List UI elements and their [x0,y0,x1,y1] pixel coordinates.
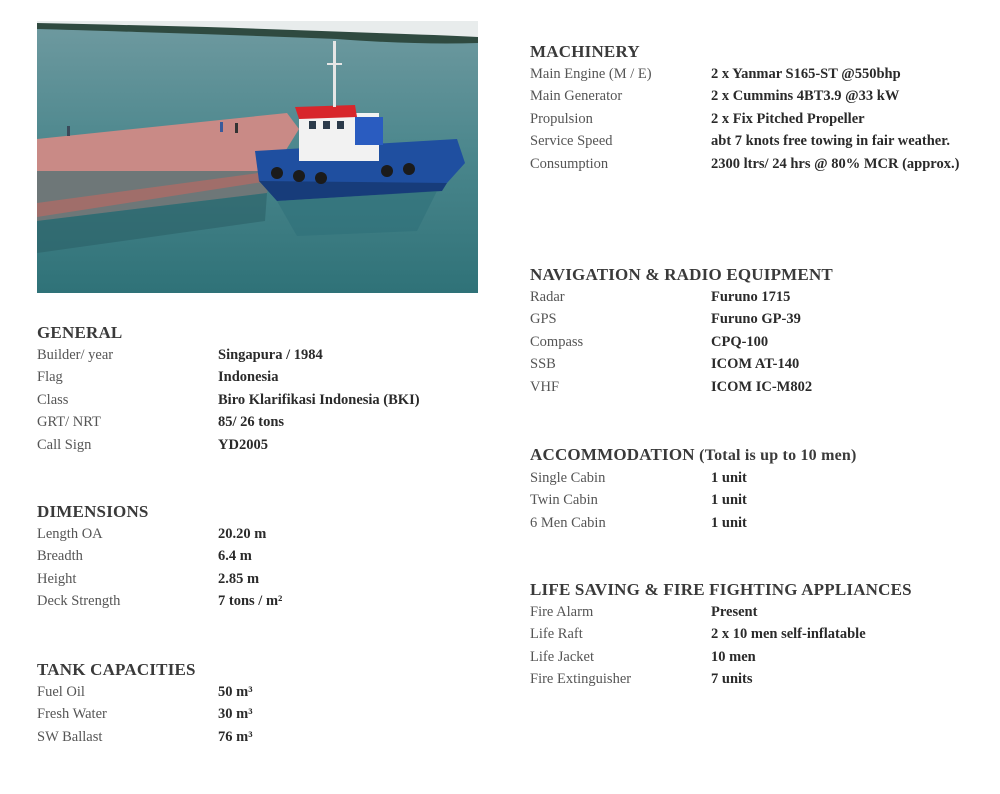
spec-value: 30 m³ [218,706,253,723]
spec-value: 1 unit [711,470,747,486]
spec-value: 2300 ltrs/ 24 hrs @ 80% MCR (approx.) [711,155,960,172]
section-title: MACHINERY [530,42,640,61]
spec-label: Fresh Water [37,706,107,723]
spec-value: 2 x Fix Pitched Propeller [711,110,865,127]
spec-value: ICOM AT-140 [711,356,800,373]
section-title: TANK CAPACITIES [37,660,196,679]
section-title: DIMENSIONS [37,502,149,521]
spec-value: CPQ-100 [711,333,769,350]
section-title-main: ACCOMMODATION [530,445,695,464]
spec-row-single-cabin [530,467,857,489]
spec-label: Builder/ year [37,347,114,363]
spec-label: Main Engine (M / E) [530,66,652,82]
spec-value: 50 m³ [218,684,253,700]
spec-value: 2.85 m [218,570,260,587]
spec-row-life-raft [530,623,912,645]
spec-row-radar [530,286,833,308]
section-subtitle: (Total is up to 10 men) [699,447,857,464]
spec-row-main-engine [530,63,965,85]
spec-value: 2 x Cummins 4BT3.9 @33 kW [711,88,900,105]
spec-label: VHF [530,378,560,395]
spec-row-fire-extinguisher [530,668,912,690]
spec-label: Fuel Oil [37,684,85,700]
spec-row-consumption [530,153,965,175]
vessel-photo [37,21,478,293]
tank-capacities-section [37,659,253,748]
spec-row-call-sign [37,434,420,456]
spec-row-height [37,568,282,590]
spec-value: 85/ 26 tons [218,414,285,431]
spec-label: Life Raft [530,626,583,643]
spec-label: Deck Strength [37,593,121,610]
life-saving-fire-fighting-section [530,579,912,691]
section-title [530,444,857,467]
spec-value: 7 units [711,671,753,688]
spec-label: Fire Alarm [530,604,594,620]
spec-row-fire-alarm [530,601,912,623]
spec-value: 2 x 10 men self-inflatable [711,626,866,643]
spec-label: Flag [37,369,63,386]
spec-value: Singapura / 1984 [218,347,323,363]
spec-label: Single Cabin [530,470,606,486]
spec-row-class [37,389,420,411]
spec-value: 6.4 m [218,548,252,565]
spec-row-vhf [530,376,833,398]
navigation-radio-section [530,264,833,398]
spec-row-length-oa [37,523,282,545]
spec-label: Consumption [530,155,609,172]
spec-row-sw-ballast [37,726,253,748]
spec-value: 7 tons / m² [218,593,283,610]
machinery-section [530,41,965,175]
section-title: NAVIGATION & RADIO EQUIPMENT [530,265,833,284]
spec-label: Main Generator [530,88,623,105]
spec-value: 2 x Yanmar S165-ST @550bhp [711,66,901,82]
spec-label: GPS [530,311,557,328]
spec-row-twin-cabin [530,489,857,511]
spec-label: Class [37,391,69,408]
tugboat-barge-image [37,21,478,293]
spec-row-breadth [37,545,282,567]
spec-value: Furuno 1715 [711,289,791,305]
spec-value: 1 unit [711,492,747,509]
spec-value: 1 unit [711,514,747,531]
spec-label: Length OA [37,526,103,542]
spec-value: YD2005 [218,436,268,453]
spec-row-service-speed [530,130,965,152]
spec-label: Height [37,570,77,587]
spec-label: Call Sign [37,436,92,453]
spec-label: Fire Extinguisher [530,671,632,688]
accommodation-section [530,444,857,534]
section-title: LIFE SAVING & FIRE FIGHTING APPLIANCES [530,580,912,599]
spec-row-main-generator [530,85,965,107]
spec-value: Present [711,604,758,620]
spec-row-fresh-water [37,703,253,725]
spec-value: Indonesia [218,369,279,386]
spec-value: 10 men [711,648,756,665]
spec-label: Twin Cabin [530,492,598,509]
spec-row-propulsion [530,108,965,130]
spec-label: SSB [530,356,556,373]
spec-row-gps [530,308,833,330]
spec-label: 6 Men Cabin [530,514,606,531]
spec-label: Compass [530,333,584,350]
spec-value: 20.20 m [218,526,267,542]
general-section [37,322,420,456]
section-title: GENERAL [37,323,123,342]
spec-value: Furuno GP-39 [711,311,801,328]
dimensions-section [37,501,282,613]
spec-row-6-men-cabin [530,512,857,534]
spec-label: SW Ballast [37,728,103,745]
spec-row-life-jacket [530,646,912,668]
spec-row-compass [530,331,833,353]
spec-label: Radar [530,289,565,305]
spec-label: Propulsion [530,110,593,127]
spec-value: 76 m³ [218,728,253,745]
spec-row-grt-nrt [37,411,420,433]
spec-row-flag [37,366,420,388]
spec-value: ICOM IC-M802 [711,378,813,395]
spec-value: Biro Klarifikasi Indonesia (BKI) [218,391,420,408]
spec-value: abt 7 knots free towing in fair weather. [711,133,950,150]
spec-label: GRT/ NRT [37,414,101,431]
spec-row-deck-strength [37,590,282,612]
spec-row-ssb [530,353,833,375]
spec-label: Life Jacket [530,648,595,665]
spec-label: Breadth [37,548,83,565]
spec-row-builder-year [37,344,420,366]
spec-label: Service Speed [530,133,613,150]
spec-row-fuel-oil [37,681,253,703]
